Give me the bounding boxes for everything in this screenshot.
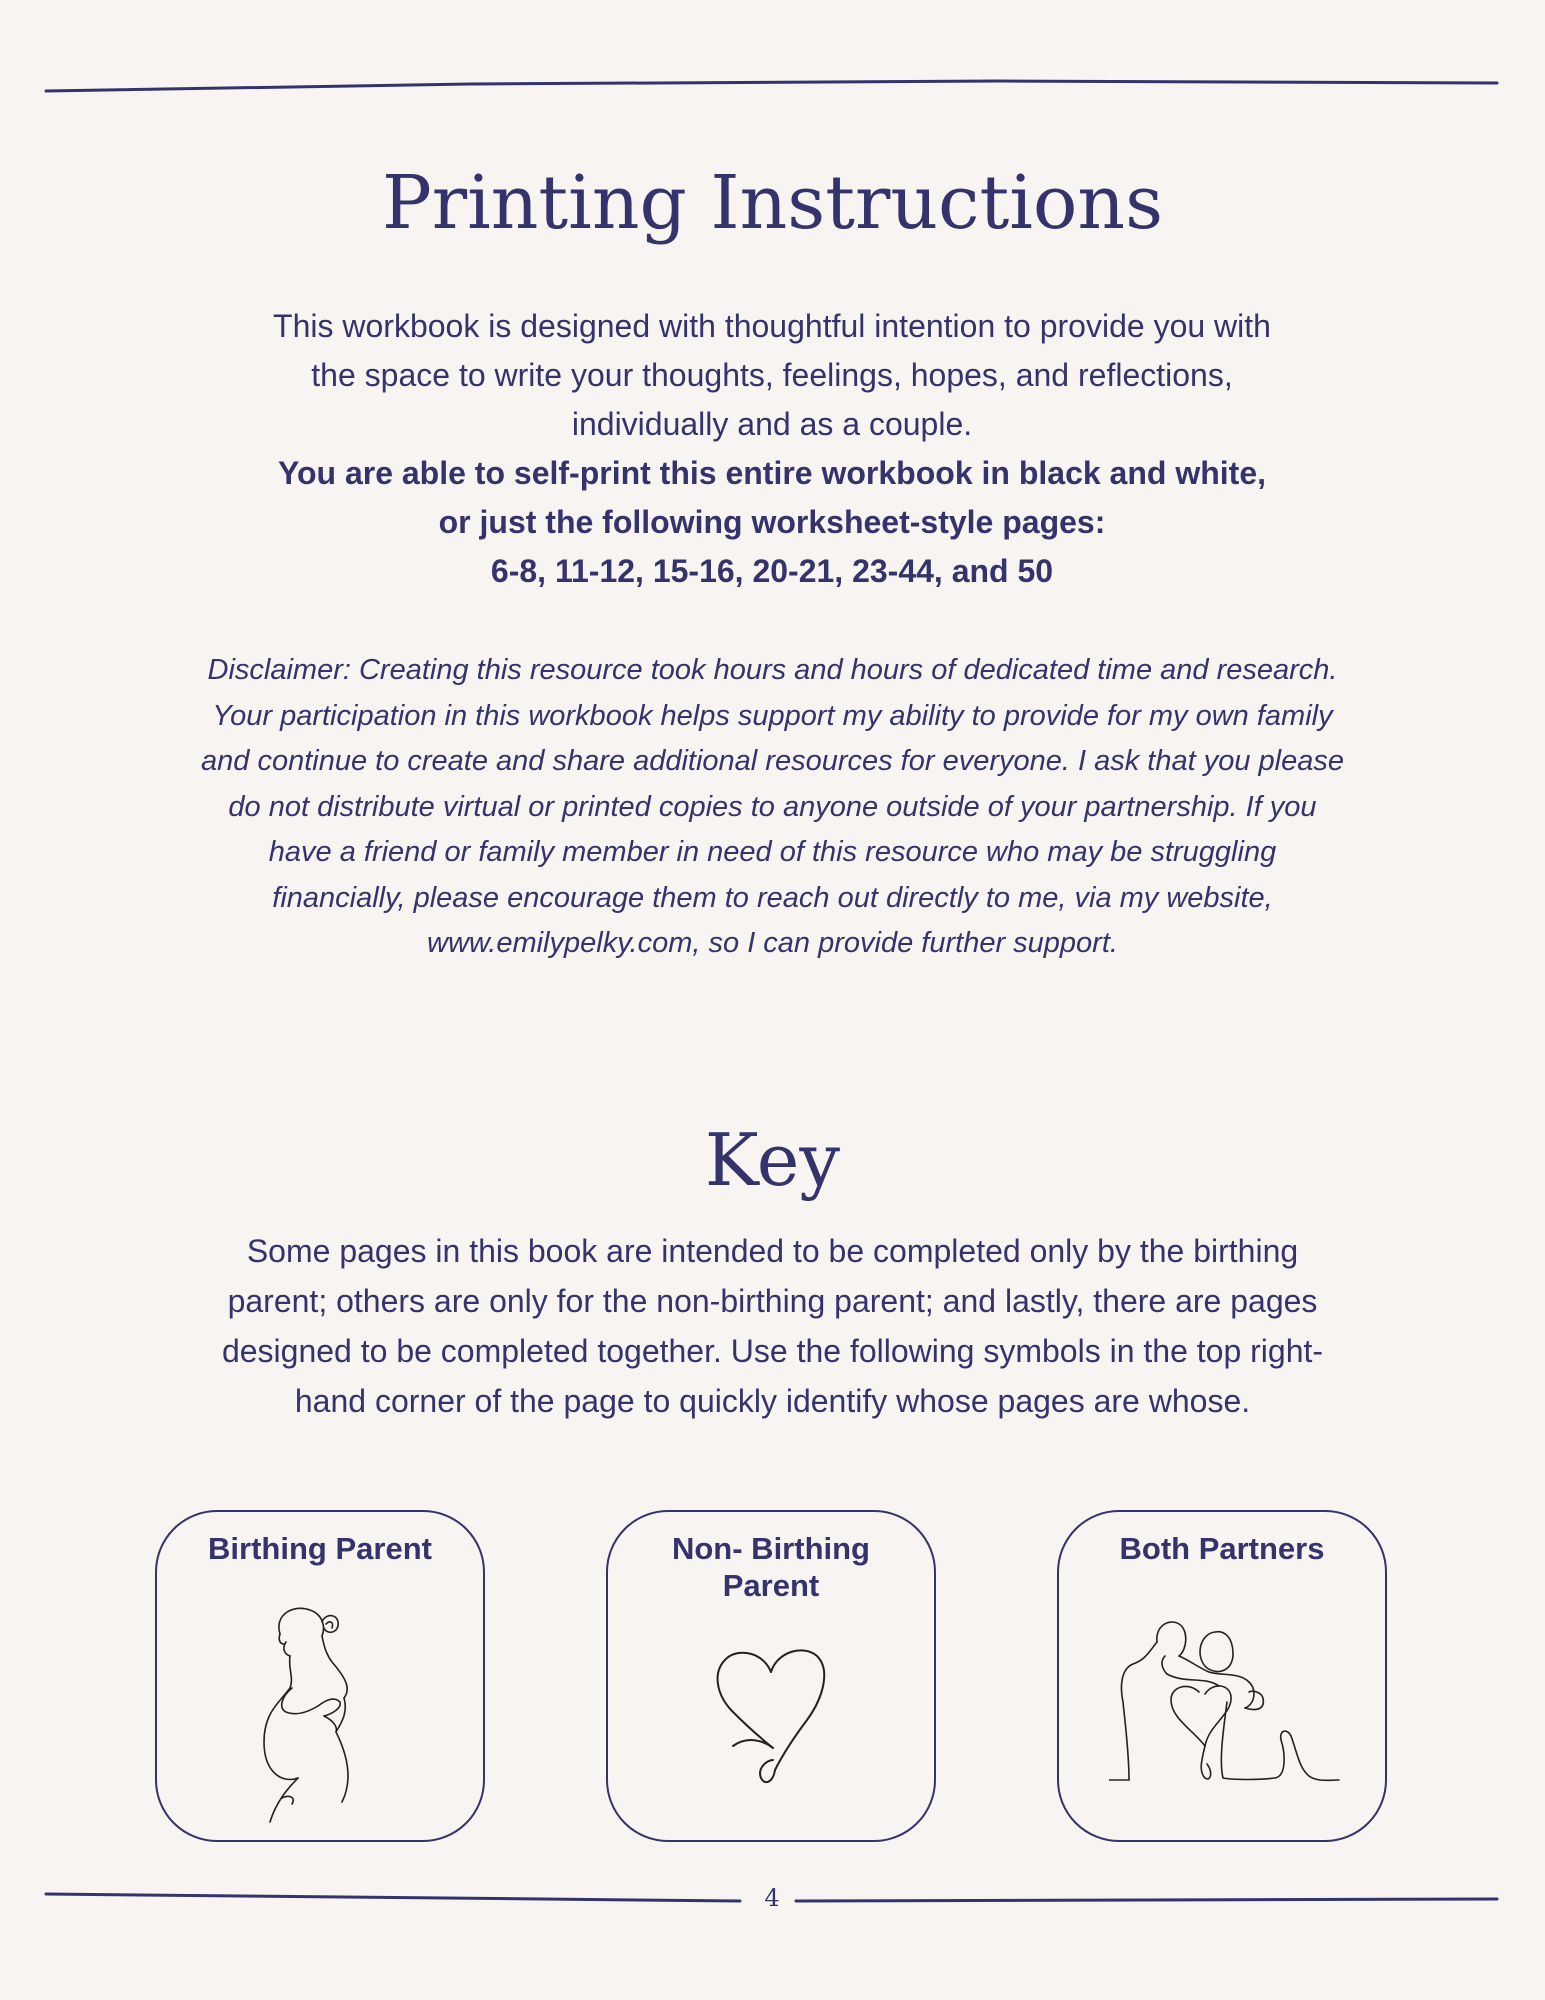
intro-line: the space to write your thoughts, feelings, hopes, and reflections,	[311, 357, 1233, 393]
page-title: Printing Instructions	[381, 160, 1164, 246]
disclaimer-line: Your participation in this workbook helps support my ability to provide for my own family	[212, 699, 1333, 732]
print-instruction-line: or just the following worksheet-style pages:	[438, 504, 1106, 540]
card-label-line: Non- Birthing	[671, 1531, 870, 1566]
key-text-line: Some pages in this book are intended to be completed only by the birthing	[246, 1233, 1299, 1269]
card-label	[608, 1530, 934, 1604]
disclaimer-line: www.emilypelky.com, so I can provide further support.	[427, 927, 1118, 959]
print-page-list: 6-8, 11-12, 15-16, 20-21, 23-44, and 50	[490, 553, 1054, 589]
couple-embrace-line-art-icon	[1109, 1612, 1344, 1792]
key-description	[160, 1226, 1385, 1426]
disclaimer-line: financially, please encourage them to reach out directly to me, via my website,	[272, 881, 1273, 914]
birthing-parent-card	[155, 1510, 485, 1842]
intro-block	[172, 302, 1372, 596]
card-label-line: Parent	[722, 1568, 820, 1603]
disclaimer-line: and continue to create and share additional resources for everyone. I ask that you please	[201, 745, 1344, 777]
disclaimer-block	[150, 648, 1395, 967]
key-text-line: hand corner of the page to quickly identify whose pages are whose.	[294, 1383, 1251, 1419]
key-text-line: designed to be completed together. Use the following symbols in the top right-	[221, 1333, 1324, 1369]
print-instruction-line: You are able to self-print this entire workbook in black and white,	[277, 455, 1266, 491]
pregnant-woman-line-art-icon	[252, 1602, 392, 1827]
non-birthing-parent-card	[606, 1510, 936, 1842]
intro-line: This workbook is designed with thoughtful intention to provide you with	[273, 308, 1271, 344]
disclaimer-line: do not distribute virtual or printed copies to anyone outside of your partnership. If you	[228, 790, 1317, 823]
intro-line: individually and as a couple.	[571, 406, 973, 442]
key-heading: Key	[704, 1118, 841, 1202]
card-label: Birthing Parent	[208, 1531, 432, 1566]
top-divider-line	[0, 0, 1545, 100]
disclaimer-line: have a friend or family member in need of this resource who may be struggling	[268, 836, 1277, 868]
heart-line-art-icon	[703, 1642, 843, 1792]
disclaimer-line: Disclaimer: Creating this resource took hours and hours of dedicated time and research.	[207, 654, 1338, 686]
card-label: Both Partners	[1119, 1531, 1325, 1566]
page-number: 4	[764, 1884, 780, 1912]
both-partners-card	[1057, 1510, 1387, 1842]
key-text-line: parent; others are only for the non-birthing parent; and lastly, there are pages	[227, 1283, 1318, 1319]
